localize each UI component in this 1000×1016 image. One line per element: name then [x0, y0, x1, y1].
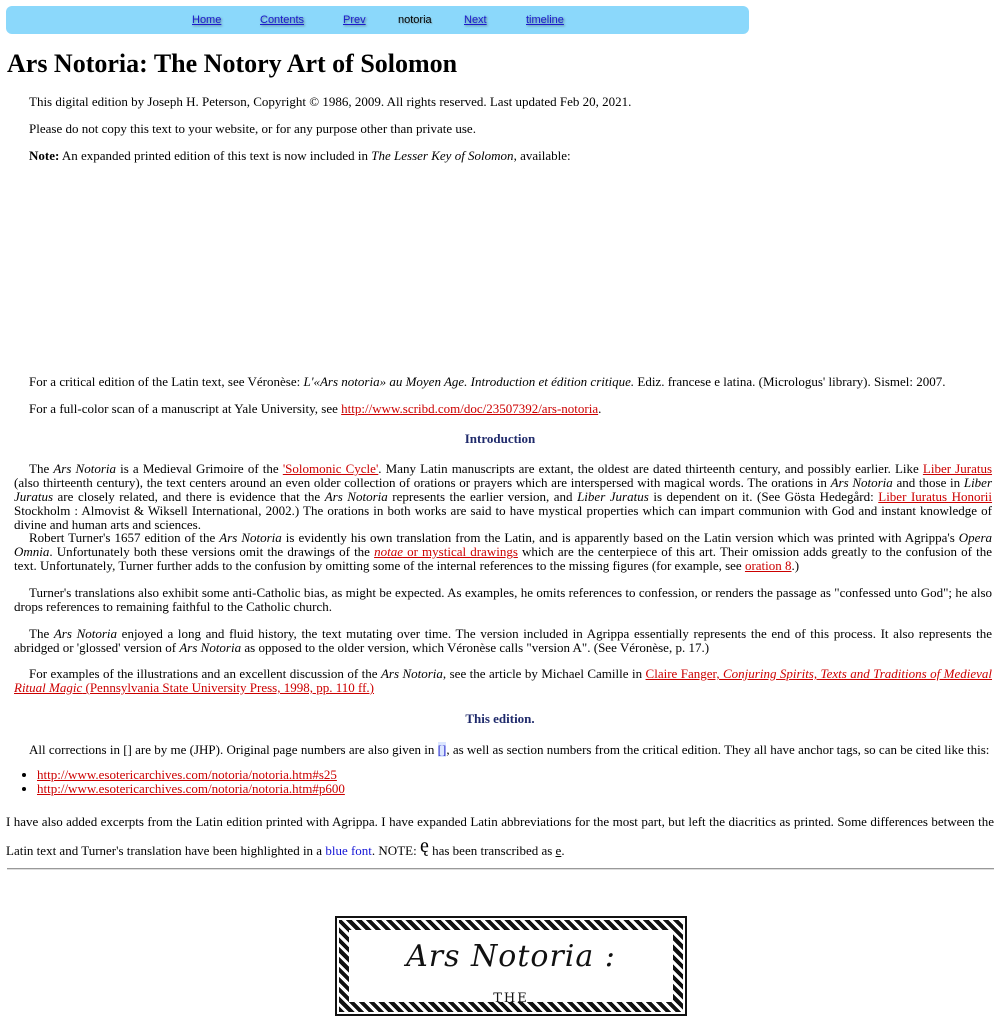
transcribed-e: e [555, 843, 562, 858]
notae-link[interactable]: notae or mystical drawings [374, 544, 518, 559]
note-text: An expanded printed edition of this text is now included in [59, 148, 372, 163]
citation-link-s25[interactable]: http://www.esotericarchives.com/notoria/notoria.htm#s25 [37, 767, 337, 782]
critical-pre: For a critical edition of the Latin text, see Véronèse: [29, 374, 304, 389]
title-page-title: Ars Notoria : [406, 939, 616, 974]
introduction-heading: Introduction [464, 431, 536, 446]
section-divider [7, 868, 994, 870]
citation-link-p600[interactable]: http://www.esotericarchives.com/notoria/notoria.htm#p600 [37, 781, 345, 796]
latin-excerpts-paragraph: I have also added excerpts from the Latin edition printed with Agrippa. I have expanded Latin abbreviations for the most part, but left the diacritics as printed. Some differences between the Latin text and Turner's translation have been highlighted in a blue font. NOTE: ę has been transcribed as e. [6, 814, 994, 858]
intro-paragraph-5: For examples of the illustrations and an excellent discussion of the Ars Notoria, see the article by Michael Camille in Claire Fanger, Conjuring Spirits, Texts and Traditions of Medieval Ritual Magic (Pennsylvania State University Press, 1998, pp. 110 ff.) [14, 666, 993, 695]
e-caudata-glyph: ę [419, 835, 429, 857]
note-label: Note: [29, 148, 60, 163]
page-number-bracket-link[interactable]: [] [437, 742, 447, 757]
nav-next-link[interactable]: Next [464, 14, 487, 26]
liber-juratus-link[interactable]: Liber Juratus [922, 461, 993, 476]
edition-paragraph: All corrections in [] are by me (JHP). Original page numbers are also given in [], as well as section numbers from the critical edition. They all have anchor tags, so can be cited like this: [29, 742, 990, 757]
this-edition-heading: This edition. [465, 711, 535, 726]
title-page-subtitle: THE [493, 991, 529, 1006]
copyright-line: This digital edition by Joseph H. Peterson, Copyright © 1986, 2009. All rights reserved. Last updated Feb 20, 2021. [29, 94, 632, 109]
intro-paragraph-1: The Ars Notoria is a Medieval Grimoire of the 'Solomonic Cycle'. Many Latin manuscripts are extant, the oldest are dated thirteenth century, and possibly earlier. Like Liber Juratus (also thirteenth century), the text centers around an even older collection of orations or prayers which are interspersed with magical words. The orations in Ars Notoria and those in Liber Juratus are closely related, and there is evidence that the Ars Notoria represents the earlier version, and Liber Juratus is dependent on it. (See Gösta Hedegård: Liber Iuratus Honorii Stockholm : Almovist & Wiksell International, 2002.) The orations in both works are said to have mystical properties which can impart communion with God and instant knowledge of divine and human arts and sciences. [14, 461, 993, 532]
intro-paragraph-3: Turner's translations also exhibit some anti-Catholic bias, as might be expected. As examples, he omits references to confession, or renders the passage as "confessed unto God"; he also drops references to remaining faithful to the Catholic church. [14, 585, 992, 614]
list-item [37, 782, 345, 796]
list-item [37, 768, 345, 782]
intro-paragraph-2: Robert Turner's 1657 edition of the Ars Notoria is evidently his own translation from the Latin, and is apparently based on the Latin version which was printed with Agrippa's Opera Omnia. Unfortunately both these versions omit the drawings of the notae or mystical drawings which are the centerpiece of this art. Their omission adds greatly to the confusion of the text. Unfortunately, Turner further adds to the confusion by omitting some of the internal references to the missing figures (for example, see oration 8.) [14, 530, 993, 573]
scan-post: . [598, 401, 602, 416]
oration-8-link[interactable]: oration 8 [744, 558, 792, 573]
page-title: Ars Notoria: The Notory Art of Solomon [7, 49, 458, 78]
solomonic-cycle-link[interactable]: 'Solomonic Cycle' [282, 461, 379, 476]
note-tail: , available: [513, 148, 571, 163]
scan-line [29, 402, 601, 416]
note-line [29, 149, 571, 163]
nav-current-page: notoria [398, 14, 432, 26]
liber-iuratus-honorii-link[interactable]: Liber Iuratus Honorii [878, 489, 993, 504]
nav-bar [6, 6, 749, 34]
nav-timeline-link[interactable]: timeline [526, 14, 564, 26]
note-book-title: The Lesser Key of Solomon [371, 148, 514, 163]
critical-title: L'«Ars notoria» au Moyen Age. Introduction et édition critique. [303, 374, 635, 389]
nav-contents-link[interactable]: Contents [260, 14, 305, 26]
nav-prev-link[interactable]: Prev [343, 14, 366, 26]
citation-links-list [14, 768, 345, 796]
blue-font-sample: blue font [325, 843, 372, 858]
nav-home-link[interactable]: Home [192, 14, 222, 26]
no-copy-notice: Please do not copy this text to your website, or for any purpose other than private use. [29, 121, 476, 136]
claire-fanger-link[interactable]: Claire Fanger, Conjuring Spirits, Texts and Traditions of Medieval Ritual Magic (Pennsylvania State University Press, 1998, pp. 110 ff.) [14, 666, 993, 695]
critical-post: Ediz. francese e latina. (Micrologus' library). Sismel: 2007. [634, 374, 946, 389]
title-page-image [335, 916, 687, 1016]
scan-pre: For a full-color scan of a manuscript at Yale University, see [29, 401, 342, 416]
scribd-link[interactable]: http://www.scribd.com/doc/23507392/ars-notoria [341, 401, 599, 416]
critical-edition-line [29, 375, 946, 389]
intro-paragraph-4: The Ars Notoria enjoyed a long and fluid history, the text mutating over time. The version included in Agrippa essentially represents the end of this process. It also represents the abridged or 'glossed' version of Ars Notoria as opposed to the older version, which Véronèse calls "version A". (See Véronèse, p. 17.) [14, 626, 992, 655]
